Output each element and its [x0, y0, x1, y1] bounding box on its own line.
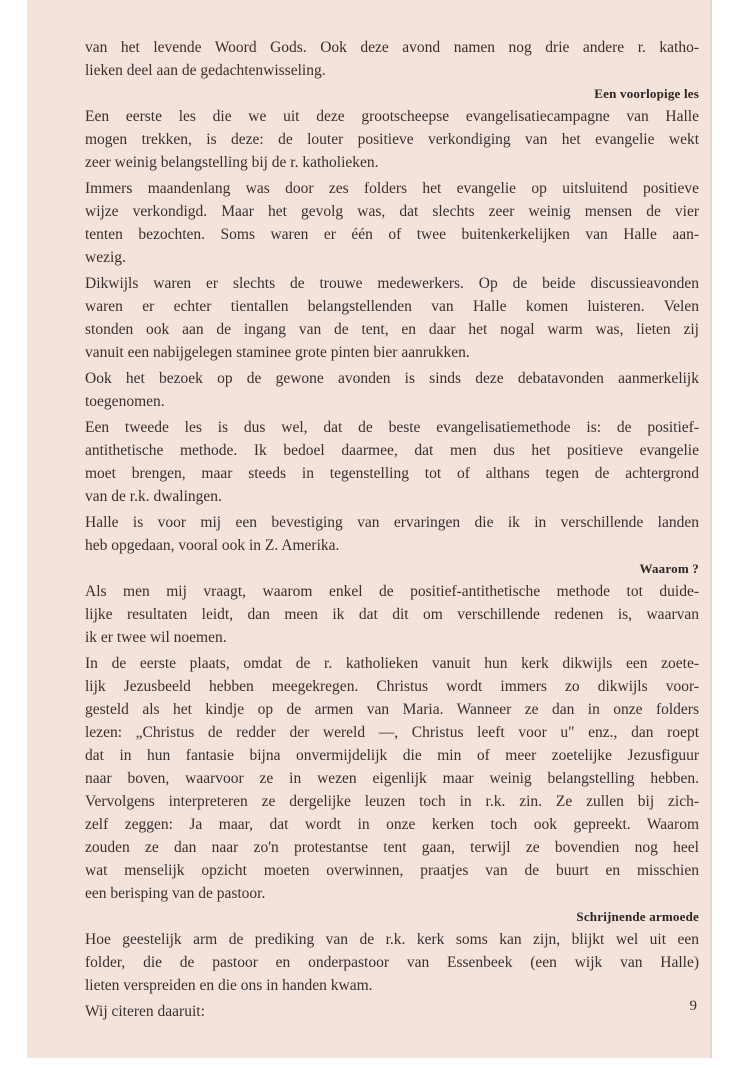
text-line: lieken deel aan de gedachtenwisseling.	[85, 62, 326, 79]
text-line: van de r.k. dwalingen.	[85, 488, 222, 505]
section-heading: Een voorlopige les	[594, 86, 699, 101]
text-line: Halle is voor mij een bevestiging van ervaringen die ik in verschillende landen	[85, 514, 699, 531]
paragraph	[85, 367, 699, 413]
section-heading: Schrijnende armoede	[576, 909, 699, 924]
text-line: waren er echter tientallen belangstellenden van Halle komen luisteren. Velen	[85, 298, 699, 315]
paragraph	[85, 105, 699, 174]
section-heading: Waarom ?	[639, 561, 699, 576]
text-line: Ook het bezoek op de gewone avonden is sinds deze debatavonden aanmerkelijk	[85, 370, 699, 387]
text-line: folder, die de pastoor en onderpastoor van Essenbeek (een wijk van Halle)	[85, 954, 699, 971]
text-line: antithetische methode. Ik bedoel daarmee, dat men dus het positieve evangelie	[85, 442, 699, 459]
text-line: In de eerste plaats, omdat de r. katholieken vanuit hun kerk dikwijls een zoete-	[85, 655, 699, 672]
paragraph	[85, 511, 699, 557]
text-line: Als men mij vraagt, waarom enkel de positief-antithetische methode tot duide-	[85, 583, 699, 600]
text-line: mogen trekken, is deze: de louter positieve verkondiging van het evangelie wekt	[85, 131, 699, 148]
paragraph	[85, 36, 699, 82]
text-line: wezig.	[85, 249, 126, 266]
text-line: dat in hun fantasie bijna onvermijdelijk die min of meer zoetelijke Jezusfiguur	[85, 747, 699, 764]
text-line: tenten bezochten. Soms waren er één of twee buitenkerkelijken van Halle aan-	[85, 226, 699, 243]
text-line: Wij citeren daaruit:	[85, 1003, 205, 1020]
text-line: Vervolgens interpreteren ze dergelijke leuzen toch in r.k. zin. Ze zullen bij zich-	[85, 793, 699, 810]
text-line: heb opgedaan, vooral ook in Z. Amerika.	[85, 537, 340, 554]
book-page	[27, 0, 712, 1058]
text-line: vanuit een nabijgelegen staminee grote pinten bier aanrukken.	[85, 344, 470, 361]
text-line: Een tweede les is dus wel, dat de beste evangelisatiemethode is: de positief-	[85, 419, 699, 436]
body-text	[85, 36, 699, 1023]
text-line: ik er twee wil noemen.	[85, 629, 227, 646]
text-line: lezen: „Christus de redder der wereld —, Christus leeft voor u" enz., dan roept	[85, 724, 699, 741]
text-line: van het levende Woord Gods. Ook deze avond namen nog drie andere r. katho-	[85, 39, 699, 56]
text-line: stonden ook aan de ingang van de tent, en daar het nogal warm was, lieten zij	[85, 321, 699, 338]
text-line: Dikwijls waren er slechts de trouwe medewerkers. Op de beide discussieavonden	[85, 275, 699, 292]
text-line: lieten verspreiden en die ons in handen kwam.	[85, 977, 373, 994]
text-line: wijze verkondigd. Maar het gevolg was, dat slechts zeer weinig mensen de vier	[85, 203, 699, 220]
text-line: wat menselijk opzicht moeten overwinnen, praatjes van de buurt en misschien	[85, 862, 699, 879]
text-line: toegenomen.	[85, 393, 165, 410]
paragraph	[85, 928, 699, 997]
text-line: lijke resultaten leidt, dan meen ik dat dit om verschillende redenen is, waarvan	[85, 606, 699, 623]
text-line: zouden ze dan naar zo'n protestantse tent gaan, terwijl ze bovendien nog heel	[85, 839, 699, 856]
text-line: gesteld als het kindje op de armen van Maria. Wanneer ze dan in onze folders	[85, 701, 699, 718]
paragraph	[85, 580, 699, 649]
paragraph	[85, 272, 699, 364]
paragraph	[85, 1000, 699, 1023]
text-line: Immers maandenlang was door zes folders het evangelie op uitsluitend positieve	[85, 180, 699, 197]
text-line: Hoe geestelijk arm de prediking van de r.k. kerk soms kan zijn, blijkt wel uit een	[85, 931, 699, 948]
paragraph	[85, 177, 699, 269]
text-line: zelf zeggen: Ja maar, dat wordt in onze kerken toch ook gepreekt. Waarom	[85, 816, 699, 833]
text-line: moet brengen, maar steeds in tegenstelling tot of althans tegen de achtergrond	[85, 465, 699, 482]
paragraph	[85, 652, 699, 905]
text-line: een berisping van de pastoor.	[85, 885, 266, 902]
text-line: Een eerste les die we uit deze grootscheepse evangelisatiecampagne van Halle	[85, 108, 699, 125]
text-line: naar boven, waarvoor ze in wezen eigenlijk maar weinig belangstelling hebben.	[85, 770, 699, 787]
paragraph	[85, 416, 699, 508]
text-line: zeer weinig belangstelling bij de r. katholieken.	[85, 154, 379, 171]
text-line: lijk Jezusbeeld hebben meegekregen. Christus wordt immers zo dikwijls voor-	[85, 678, 699, 695]
page-number: 9	[689, 998, 697, 1014]
